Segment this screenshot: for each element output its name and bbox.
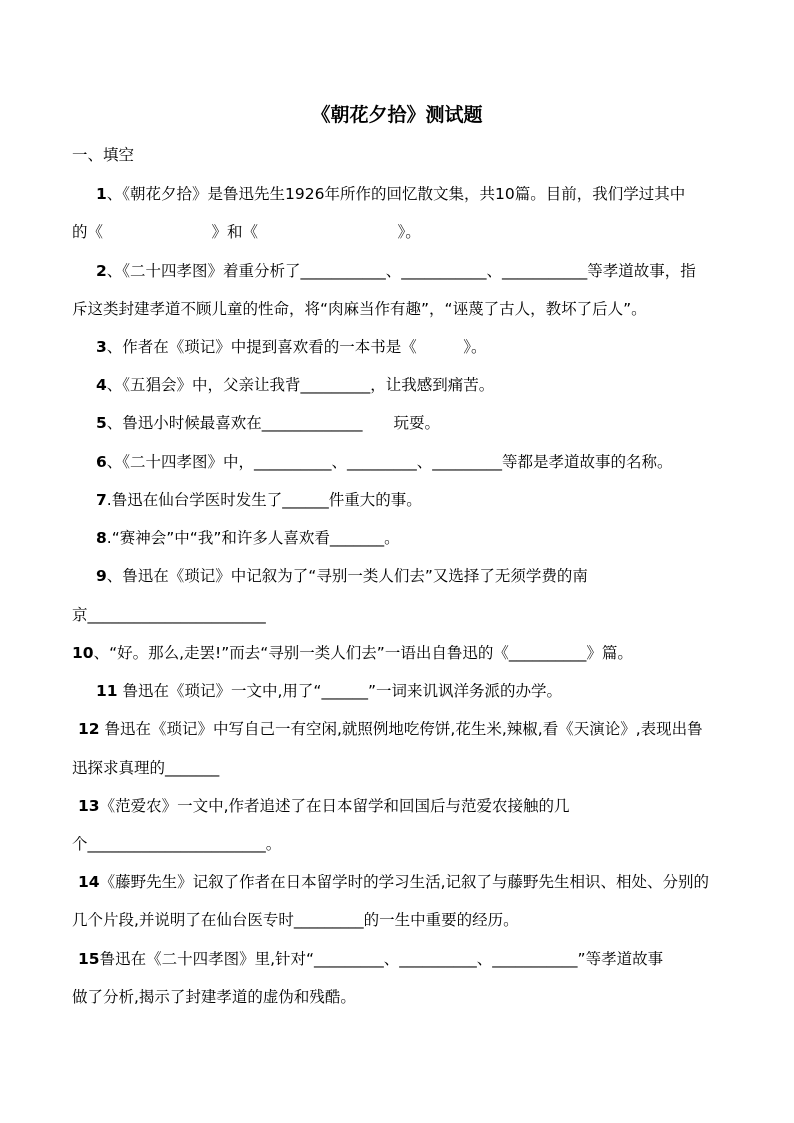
question-text: 迅探求真理的_______: [72, 759, 220, 777]
question-line: [72, 297, 732, 319]
question-number: 14: [78, 873, 100, 891]
question-line: [72, 794, 732, 816]
question-number: 5: [96, 414, 107, 432]
question-line: [72, 259, 732, 281]
question-number: 2: [96, 262, 107, 280]
question-number: 1: [96, 185, 107, 203]
question-line: [72, 335, 732, 357]
question-line: [72, 450, 732, 472]
question-number: 12: [78, 720, 100, 738]
question-text: 鲁迅在《二十四孝图》里,针对“_________、__________、___________”等孝道故事: [99, 950, 664, 968]
question-text: 做了分析,揭示了封建孝道的虚伪和残酷。: [72, 988, 356, 1006]
question-text: 鲁迅在《琐记》中写自己一有空闲,就照例地吃侉饼,花生米,辣椒,看《天演论》,表现出鲁: [99, 720, 703, 738]
section-heading: 一、填空: [72, 146, 135, 164]
question-line: [72, 985, 732, 1007]
question-line: [72, 488, 732, 510]
page-title: 《朝花夕拾》测试题: [311, 104, 483, 126]
question-text: .“赛神会”中“我”和许多人喜欢看_______。: [106, 529, 400, 547]
question-line: [72, 182, 732, 204]
question-line: [72, 641, 732, 663]
question-text: 几个片段,并说明了在仙台医专时_________的一生中重要的经历。: [72, 911, 519, 929]
question-number: 3: [96, 338, 107, 356]
question-number: 8: [96, 529, 107, 547]
question-number: 10: [72, 644, 94, 662]
question-line: [72, 832, 732, 854]
question-number: 6: [96, 453, 107, 471]
question-text: 、“好。那么,走罢!”而去“寻别一类人们去”一语出自鲁迅的《__________》篇。: [93, 644, 633, 662]
question-text: 、鲁迅在《琐记》中记叙为了“寻别一类人们去”又选择了无须学费的南: [106, 567, 588, 585]
question-text: 的《 》和《 》。: [72, 223, 421, 241]
question-line: [72, 717, 732, 739]
question-line: [72, 908, 732, 930]
question-text: 、《二十四孝图》中，__________、_________、_________等都是孝道故事的名称。: [106, 453, 673, 471]
question-number: 15: [78, 950, 100, 968]
question-line: [72, 564, 732, 586]
question-text: 、作者在《琐记》中提到喜欢看的一本书是《 》。: [106, 338, 487, 356]
question-text: 《范爱农》一文中,作者追述了在日本留学和回国后与范爱农接触的几: [99, 797, 570, 815]
question-line: [72, 679, 732, 701]
question-text: 、鲁迅小时候最喜欢在_____________ 玩耍。: [106, 414, 441, 432]
question-text: 、《五猖会》中，父亲让我背_________，让我感到痛苦。: [106, 376, 495, 394]
question-line: [72, 220, 732, 242]
question-text: 鲁迅在《琐记》一文中,用了“______”一词来讥讽洋务派的办学。: [117, 682, 562, 700]
question-line: [72, 526, 732, 548]
question-line: [72, 411, 732, 433]
question-line: [72, 373, 732, 395]
question-line: [72, 870, 732, 892]
question-text: 、《二十四孝图》着重分析了___________、___________、___________等孝道故事，指: [106, 262, 696, 280]
question-line: [72, 603, 732, 625]
question-text: 《藤野先生》记叙了作者在日本留学时的学习生活,记叙了与藤野先生相识、相处、分别的: [99, 873, 710, 891]
question-text: 京_______________________: [72, 606, 266, 624]
question-line: [72, 756, 732, 778]
question-number: 9: [96, 567, 107, 585]
question-number: 7: [96, 491, 107, 509]
question-line: [72, 947, 732, 969]
question-text: 斥这类封建孝道不顾儿童的性命，将“肉麻当作有趣”，“诬蔑了古人，教坏了后人”。: [72, 300, 647, 318]
question-number: 13: [78, 797, 100, 815]
question-text: .鲁迅在仙台学医时发生了______件重大的事。: [106, 491, 422, 509]
question-number: 11: [96, 682, 118, 700]
question-text: 个_______________________。: [72, 835, 282, 853]
question-number: 4: [96, 376, 107, 394]
question-text: 、《朝花夕拾》是鲁迅先生1926年所作的回忆散文集，共10篇。目前，我们学过其中: [106, 185, 686, 203]
